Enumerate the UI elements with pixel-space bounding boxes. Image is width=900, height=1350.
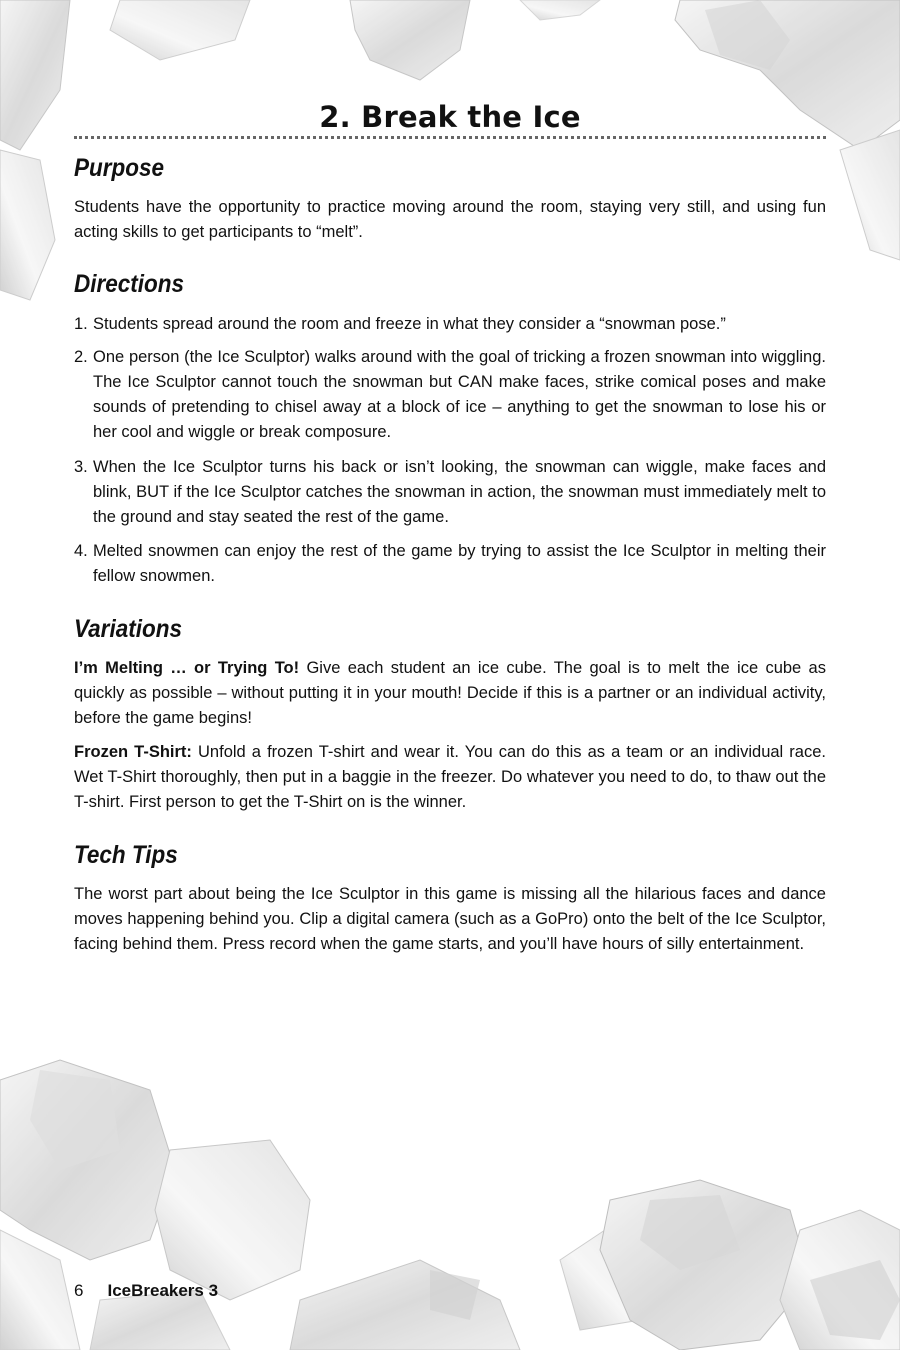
purpose-heading: Purpose — [74, 154, 165, 182]
directions-heading: Directions — [74, 270, 185, 298]
list-item-number: 2. — [74, 348, 88, 366]
variation-text: Give each student an ice cube. The goal is to melt the ice cube as quickly as possible – without putting it in your mouth! Decide if this is a partner or an individual activity, before the game begins! — [74, 659, 826, 727]
list-item-text: One person (the Ice Sculptor) walks around with the goal of tricking a frozen snowman into wiggling. The Ice Sculptor cannot touch the snowman but CAN make faces, strike comical poses and make sounds of pretending to chisel away at a block of ice – anything to get the snowman to lose his or her cool and wiggle or break composure. — [93, 348, 826, 441]
title-divider — [74, 136, 826, 139]
variation-text: Unfold a frozen T-shirt and wear it. You can do this as a team or an individual race. Wet T-Shirt thoroughly, then put in a baggie in the freezer. Do whatever you need to do, to thaw out the T-shirt. First person to get the T-Shirt on is the winner. — [74, 743, 826, 811]
tech-tips-heading: Tech Tips — [74, 841, 178, 869]
list-item — [74, 345, 826, 445]
page-title: 2. Break the Ice — [319, 100, 581, 134]
page-footer — [74, 1281, 218, 1301]
list-item-text: When the Ice Sculptor turns his back or isn’t looking, the snowman can wiggle, make faces and blink, BUT if the Ice Sculptor catches the snowman in action, the snowman must immediately melt to the ground and stay seated the rest of the game. — [93, 458, 826, 526]
list-item — [74, 312, 826, 337]
page-number: 6 — [74, 1281, 84, 1300]
book-title: IceBreakers 3 — [107, 1281, 219, 1300]
list-item-number: 1. — [74, 315, 88, 333]
purpose-text: Students have the opportunity to practice moving around the room, staying very still, and using fun acting skills to get participants to “melt”. — [74, 198, 826, 241]
list-item-text: Melted snowmen can enjoy the rest of the game by trying to assist the Ice Sculptor in melting their fellow snowmen. — [93, 542, 826, 585]
variation-label: Frozen T-Shirt: — [74, 743, 192, 761]
variation-label: I’m Melting … or Trying To! — [74, 659, 300, 677]
list-item — [74, 455, 826, 530]
variation-paragraph — [74, 740, 826, 815]
variations-heading: Variations — [74, 615, 182, 643]
tech-tips-text: The worst part about being the Ice Sculptor in this game is missing all the hilarious faces and dance moves happening behind you. Clip a digital camera (such as a GoPro) onto the belt of the Ice Sculptor, facing behind them. Press record when the game starts, and you’ll have hours of silly entertainment. — [74, 885, 826, 953]
variation-paragraph — [74, 656, 826, 731]
list-item-number: 3. — [74, 458, 88, 476]
list-item — [74, 539, 826, 589]
list-item-text: Students spread around the room and freeze in what they consider a “snowman pose.” — [93, 315, 726, 333]
list-item-number: 4. — [74, 542, 88, 560]
